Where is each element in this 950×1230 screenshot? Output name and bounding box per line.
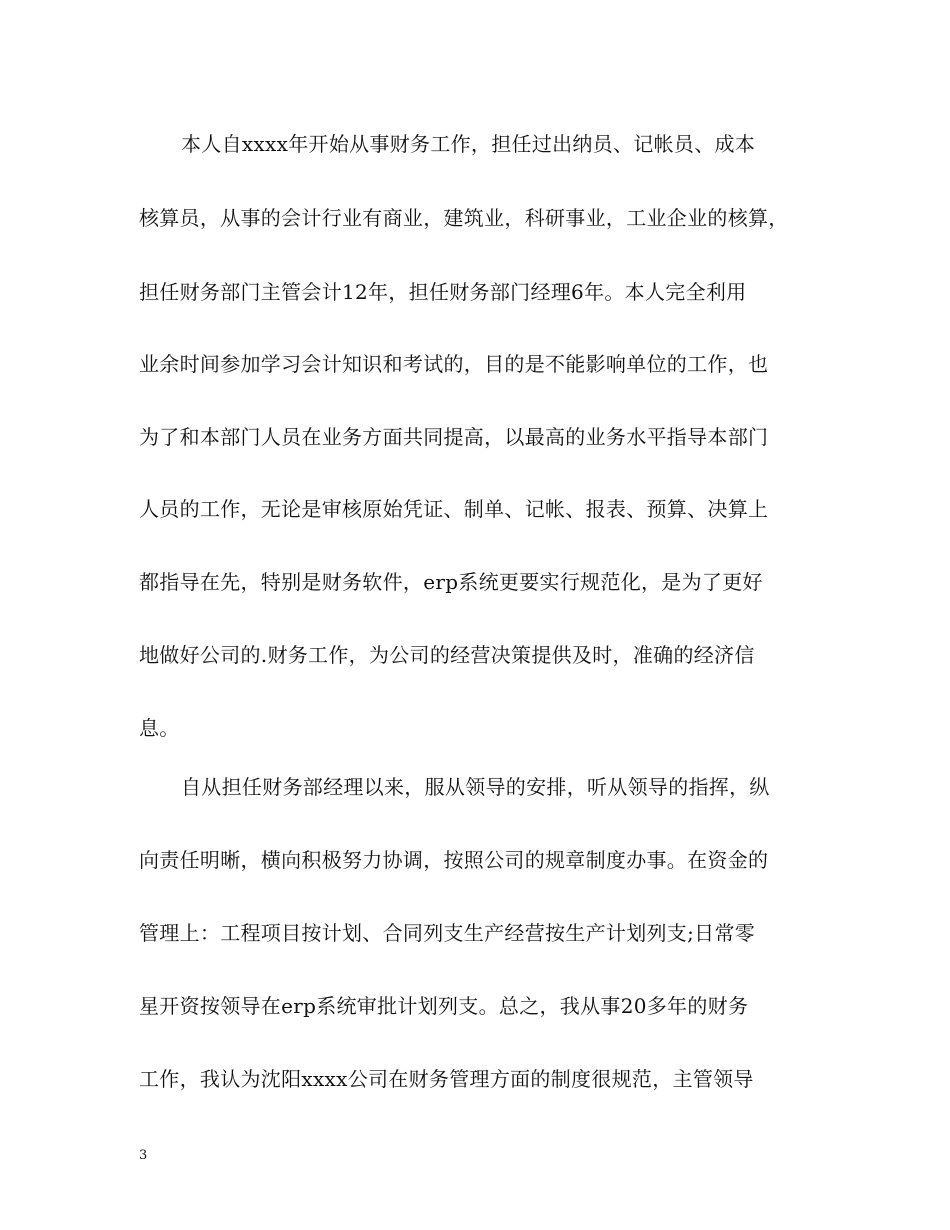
paragraph-2-line-2: 向责任明晰，横向积极努力协调，按照公司的规章制度办事。在资金的 xyxy=(139,848,769,872)
paragraph-1-line-6: 人员的工作，无论是审核原始凭证、制单、记帐、报表、预算、决算上 xyxy=(139,497,769,521)
paragraph-1-line-2: 核算员，从事的会计行业有商业，建筑业，科研事业，工业企业的核算， xyxy=(139,206,789,230)
paragraph-1-line-1: 本人自xxxx年开始从事财务工作，担任过出纳员、记帐员、成本 xyxy=(181,132,756,156)
paragraph-2-line-3: 管理上：工程项目按计划、合同列支生产经营按生产计划列支;日常零 xyxy=(139,921,756,945)
paragraph-2-line-5: 工作，我认为沈阳xxxx公司在财务管理方面的制度很规范，主管领导 xyxy=(139,1067,754,1091)
paragraph-1-line-9: 息。 xyxy=(139,716,180,740)
paragraph-1-line-8: 地做好公司的.财务工作，为公司的经营决策提供及时，准确的经济信 xyxy=(139,643,755,667)
paragraph-1-line-4: 业余时间参加学习会计知识和考试的，目的是不能影响单位的工作，也 xyxy=(139,352,769,376)
paragraph-1-line-5: 为了和本部门人员在业务方面共同提高，以最高的业务水平指导本部门 xyxy=(139,425,769,449)
paragraph-2-line-1: 自从担任财务部经理以来，服从领导的安排，听从领导的指挥，纵 xyxy=(181,775,770,799)
page-number: 3 xyxy=(139,1148,148,1163)
paragraph-2-line-4: 星开资按领导在erp系统审批计划列支。总之，我从事20多年的财务 xyxy=(139,994,749,1018)
paragraph-1-line-7: 都指导在先，特别是财务软件，erp系统更要实行规范化，是为了更好 xyxy=(139,570,763,594)
paragraph-1-line-3: 担任财务部门主管会计12年，担任财务部门经理6年。本人完全利用 xyxy=(139,280,747,304)
